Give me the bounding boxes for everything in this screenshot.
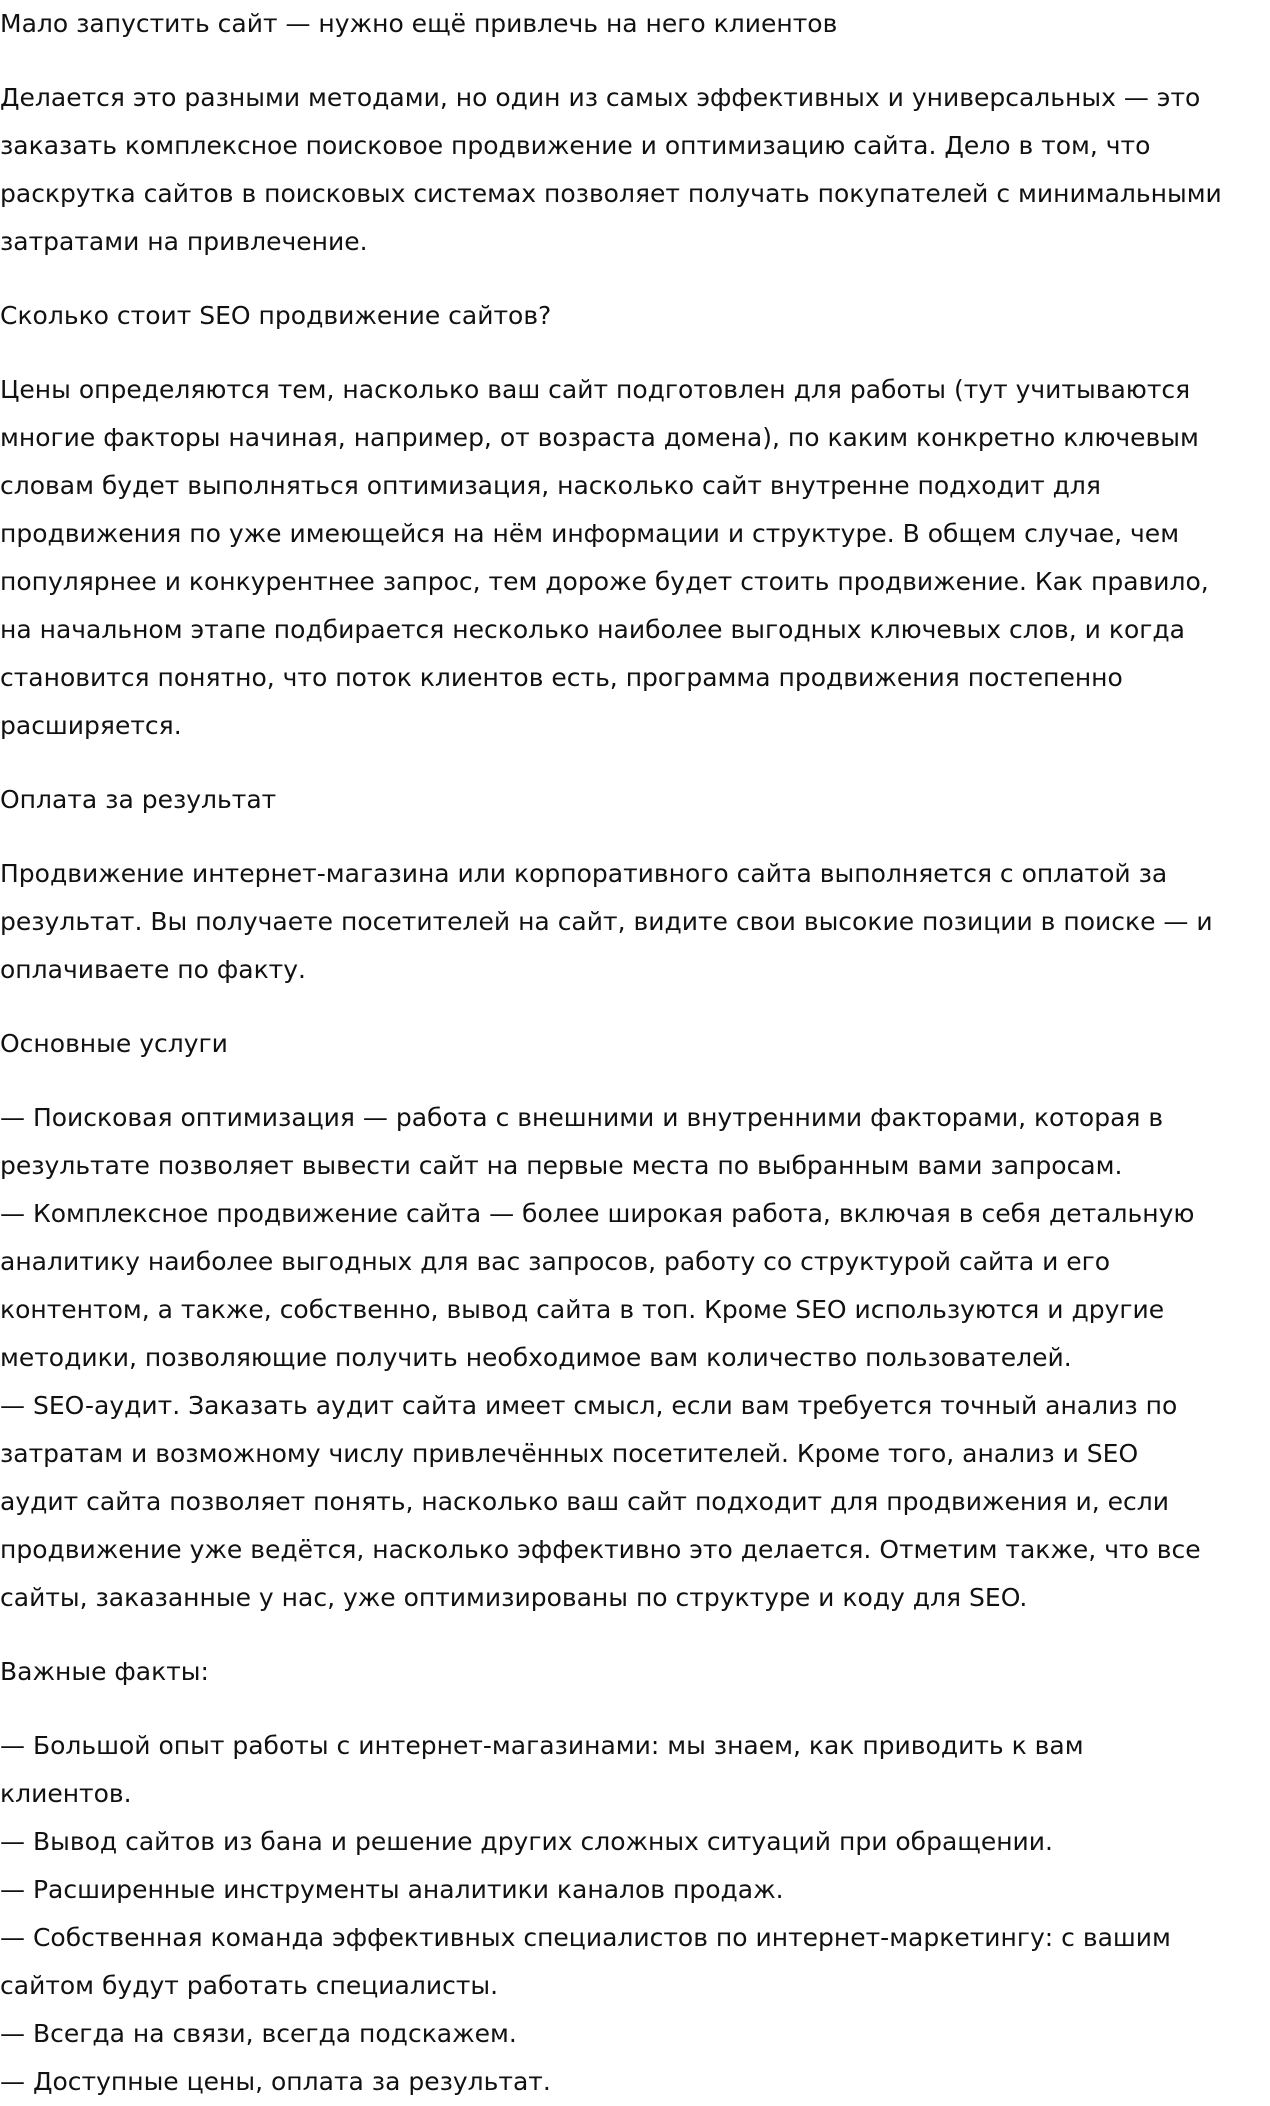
services-line: аудит сайта позволяет понять, насколько ваш сайт подходит для продвижения и, если — [0, 1487, 1170, 1516]
price-heading-block — [0, 292, 551, 340]
intro-line: раскрутка сайтов в поисковых системах позволяет получать покупателей с минимальными — [0, 179, 1222, 208]
price-line: словам будет выполняться оптимизация, насколько сайт внутренне подходит для — [0, 471, 1101, 500]
facts-list — [0, 1722, 1171, 2106]
price-line: расширяется. — [0, 711, 182, 740]
intro-line: Делается это разными методами, но один из самых эффективных и универсальных — это — [0, 83, 1201, 112]
article-headline: Мало запустить сайт — нужно ещё привлечь на него клиентов — [0, 9, 838, 38]
payment-heading-block — [0, 776, 276, 824]
facts-line: — Большой опыт работы с интернет-магазинами: мы знаем, как приводить к вам — [0, 1731, 1084, 1760]
facts-line: — Расширенные инструменты аналитики каналов продаж. — [0, 1875, 784, 1904]
services-line: — SEO-аудит. Заказать аудит сайта имеет смысл, если вам требуется точный анализ по — [0, 1391, 1178, 1420]
article-headline-block — [0, 0, 837, 48]
price-heading: Сколько стоит SEO продвижение сайтов? — [0, 301, 552, 330]
intro-paragraph — [0, 74, 1222, 266]
services-heading-block — [0, 1020, 228, 1068]
price-paragraph — [0, 366, 1209, 750]
services-line: — Комплексное продвижение сайта — более широкая работа, включая в себя детальную — [0, 1199, 1195, 1228]
services-list — [0, 1094, 1201, 1622]
facts-heading-block — [0, 1648, 209, 1696]
payment-line: Продвижение интернет-магазина или корпоративного сайта выполняется с оплатой за — [0, 859, 1168, 888]
services-line: контентом, а также, собственно, вывод сайта в топ. Кроме SEO используются и другие — [0, 1295, 1165, 1324]
facts-line: — Собственная команда эффективных специалистов по интернет-маркетингу: с вашим — [0, 1923, 1171, 1952]
facts-line: — Всегда на связи, всегда подскажем. — [0, 2019, 517, 2048]
payment-line: оплачиваете по факту. — [0, 955, 306, 984]
price-line: становится понятно, что поток клиентов есть, программа продвижения постепенно — [0, 663, 1123, 692]
services-line: — Поисковая оптимизация — работа с внешними и внутренними факторами, которая в — [0, 1103, 1164, 1132]
facts-line: — Вывод сайтов из бана и решение других сложных ситуаций при обращении. — [0, 1827, 1054, 1856]
services-line: сайты, заказанные у нас, уже оптимизированы по структуре и коду для SEO. — [0, 1583, 1028, 1612]
services-line: методики, позволяющие получить необходимое вам количество пользователей. — [0, 1343, 1072, 1372]
price-line: на начальном этапе подбирается несколько наиболее выгодных ключевых слов, и когда — [0, 615, 1185, 644]
intro-line: заказать комплексное поисковое продвижение и оптимизацию сайта. Дело в том, что — [0, 131, 1151, 160]
facts-line: клиентов. — [0, 1779, 132, 1808]
payment-line: результат. Вы получаете посетителей на сайт, видите свои высокие позиции в поиске — и — [0, 907, 1213, 936]
payment-paragraph — [0, 850, 1213, 994]
intro-line: затратами на привлечение. — [0, 227, 368, 256]
services-line: продвижение уже ведётся, насколько эффективно это делается. Отметим также, что все — [0, 1535, 1201, 1564]
facts-heading: Важные факты: — [0, 1657, 209, 1686]
services-line: результате позволяет вывести сайт на первые места по выбранным вами запросам. — [0, 1151, 1123, 1180]
price-line: популярнее и конкурентнее запрос, тем дороже будет стоить продвижение. Как правило, — [0, 567, 1209, 596]
services-line: затратам и возможному числу привлечённых посетителей. Кроме того, анализ и SEO — [0, 1439, 1139, 1468]
facts-line: сайтом будут работать специалисты. — [0, 1971, 499, 2000]
services-heading: Основные услуги — [0, 1029, 228, 1058]
payment-heading: Оплата за результат — [0, 785, 277, 814]
price-line: Цены определяются тем, насколько ваш сайт подготовлен для работы (тут учитываются — [0, 375, 1191, 404]
price-line: многие факторы начиная, например, от возраста домена), по каким конкретно ключевым — [0, 423, 1199, 452]
price-line: продвижения по уже имеющейся на нём информации и структуре. В общем случае, чем — [0, 519, 1180, 548]
services-line: аналитику наиболее выгодных для вас запросов, работу со структурой сайта и его — [0, 1247, 1111, 1276]
facts-line: — Доступные цены, оплата за результат. — [0, 2067, 551, 2096]
